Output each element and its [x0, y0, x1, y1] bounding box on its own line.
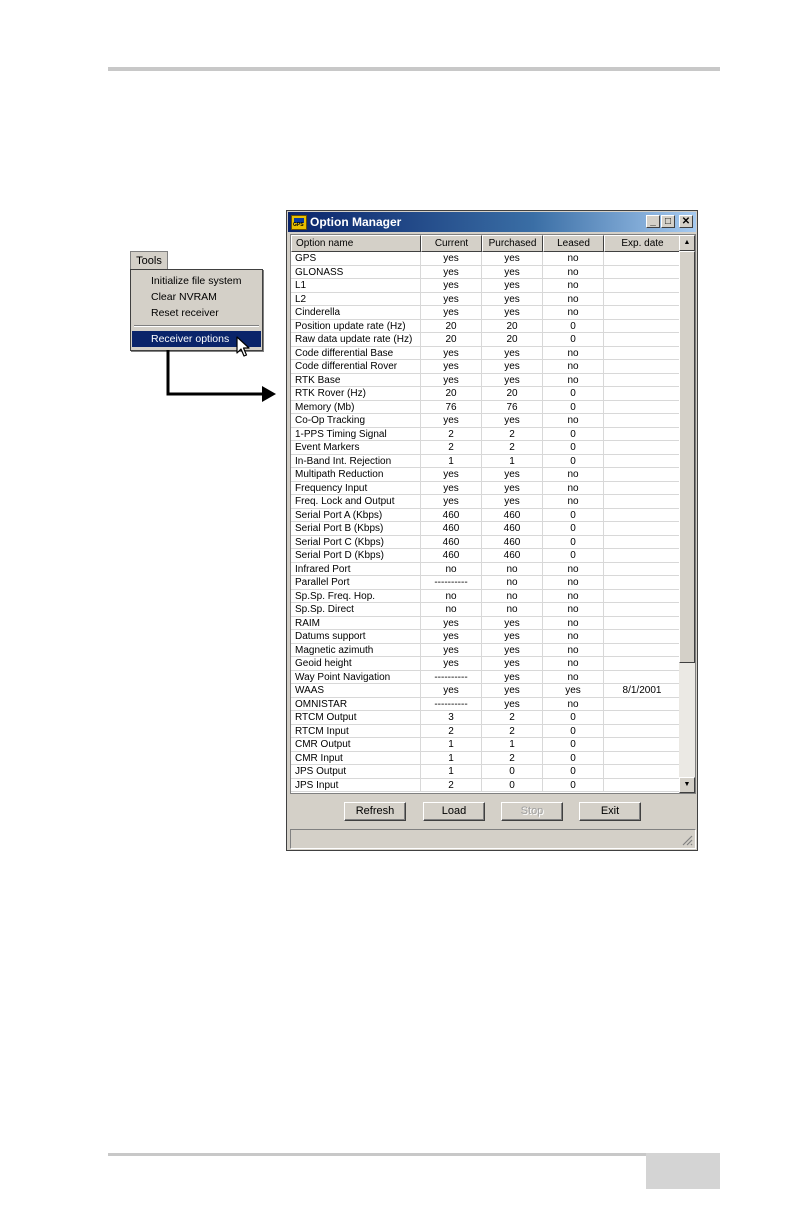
exp-date-cell	[604, 563, 681, 577]
option-name-cell: JPS Output	[291, 765, 421, 779]
table-row[interactable]	[291, 630, 681, 644]
resize-grip-icon[interactable]	[681, 834, 693, 846]
scrollbar-thumb[interactable]	[679, 251, 695, 663]
column-header-purchased[interactable]: Purchased	[482, 235, 543, 252]
exp-date-cell	[604, 698, 681, 712]
purchased-cell: yes	[482, 630, 543, 644]
exp-date-cell	[604, 468, 681, 482]
purchased-cell: yes	[482, 684, 543, 698]
current-cell: 2	[421, 441, 482, 455]
option-name-cell: L2	[291, 293, 421, 307]
purchased-cell: 2	[482, 441, 543, 455]
leased-cell: no	[543, 563, 604, 577]
purchased-cell: yes	[482, 671, 543, 685]
exp-date-cell	[604, 306, 681, 320]
current-cell: no	[421, 590, 482, 604]
option-name-cell: CMR Input	[291, 752, 421, 766]
options-list[interactable]	[290, 234, 696, 794]
table-row[interactable]	[291, 279, 681, 293]
current-cell: 3	[421, 711, 482, 725]
current-cell: 1	[421, 752, 482, 766]
exp-date-cell	[604, 252, 681, 266]
exp-date-cell	[604, 495, 681, 509]
current-cell: 460	[421, 509, 482, 523]
leased-cell: 0	[543, 428, 604, 442]
table-row[interactable]	[291, 590, 681, 604]
exp-date-cell	[604, 603, 681, 617]
option-name-cell: 1-PPS Timing Signal	[291, 428, 421, 442]
option-name-cell: Infrared Port	[291, 563, 421, 577]
option-name-cell: JPS Input	[291, 779, 421, 793]
leased-cell: no	[543, 576, 604, 590]
table-row[interactable]	[291, 657, 681, 671]
purchased-cell: 2	[482, 711, 543, 725]
purchased-cell: 20	[482, 387, 543, 401]
table-row[interactable]	[291, 563, 681, 577]
leased-cell: no	[543, 482, 604, 496]
purchased-cell: yes	[482, 293, 543, 307]
exp-date-cell	[604, 320, 681, 334]
table-row[interactable]	[291, 333, 681, 347]
purchased-cell: no	[482, 603, 543, 617]
table-row[interactable]	[291, 752, 681, 766]
current-cell: ----------	[421, 698, 482, 712]
stop-button[interactable]: Stop	[501, 802, 563, 821]
purchased-cell: 76	[482, 401, 543, 415]
page-number-box	[646, 1153, 720, 1189]
exp-date-cell	[604, 414, 681, 428]
option-name-cell: Way Point Navigation	[291, 671, 421, 685]
option-name-cell: Geoid height	[291, 657, 421, 671]
exp-date-cell	[604, 428, 681, 442]
exp-date-cell	[604, 522, 681, 536]
table-row[interactable]	[291, 441, 681, 455]
purchased-cell: 0	[482, 765, 543, 779]
table-row[interactable]	[291, 360, 681, 374]
purchased-cell: 460	[482, 536, 543, 550]
tools-menu-title[interactable]: Tools	[130, 251, 168, 270]
leased-cell: no	[543, 644, 604, 658]
purchased-cell: no	[482, 576, 543, 590]
current-cell: 1	[421, 455, 482, 469]
table-row[interactable]	[291, 293, 681, 307]
exp-date-cell	[604, 576, 681, 590]
option-name-cell: Serial Port C (Kbps)	[291, 536, 421, 550]
table-row[interactable]	[291, 765, 681, 779]
exit-button[interactable]: Exit	[579, 802, 641, 821]
leased-cell: 0	[543, 779, 604, 793]
table-row[interactable]	[291, 306, 681, 320]
exp-date-cell	[604, 333, 681, 347]
leased-cell: no	[543, 468, 604, 482]
menu-separator	[134, 325, 259, 327]
leased-cell: no	[543, 306, 604, 320]
purchased-cell: 460	[482, 522, 543, 536]
leased-cell: 0	[543, 725, 604, 739]
exp-date-cell	[604, 279, 681, 293]
option-name-cell: Parallel Port	[291, 576, 421, 590]
option-name-cell: OMNISTAR	[291, 698, 421, 712]
leased-cell: no	[543, 657, 604, 671]
table-row[interactable]	[291, 455, 681, 469]
leased-cell: no	[543, 630, 604, 644]
scroll-up-icon[interactable]: ▲	[679, 235, 695, 251]
exp-date-cell	[604, 617, 681, 631]
purchased-cell: yes	[482, 306, 543, 320]
leased-cell: 0	[543, 752, 604, 766]
leased-cell: 0	[543, 333, 604, 347]
status-bar	[290, 829, 696, 849]
purchased-cell: yes	[482, 644, 543, 658]
table-rows	[291, 252, 681, 792]
option-name-cell: RTK Rover (Hz)	[291, 387, 421, 401]
table-row[interactable]	[291, 252, 681, 266]
current-cell: 76	[421, 401, 482, 415]
table-row[interactable]	[291, 617, 681, 631]
option-name-cell: Cinderella	[291, 306, 421, 320]
leased-cell: no	[543, 414, 604, 428]
purchased-cell: 460	[482, 509, 543, 523]
column-headers	[291, 235, 681, 252]
table-row[interactable]	[291, 522, 681, 536]
current-cell: yes	[421, 482, 482, 496]
exp-date-cell	[604, 293, 681, 307]
purchased-cell: yes	[482, 657, 543, 671]
purchased-cell: yes	[482, 468, 543, 482]
purchased-cell: yes	[482, 414, 543, 428]
exp-date-cell	[604, 752, 681, 766]
option-name-cell: Code differential Rover	[291, 360, 421, 374]
option-name-cell: Co-Op Tracking	[291, 414, 421, 428]
current-cell: 460	[421, 522, 482, 536]
purchased-cell: no	[482, 590, 543, 604]
option-name-cell: Position update rate (Hz)	[291, 320, 421, 334]
option-name-cell: Magnetic azimuth	[291, 644, 421, 658]
exp-date-cell	[604, 644, 681, 658]
purchased-cell: yes	[482, 360, 543, 374]
purchased-cell: 2	[482, 428, 543, 442]
current-cell: yes	[421, 630, 482, 644]
exp-date-cell	[604, 779, 681, 793]
leased-cell: no	[543, 603, 604, 617]
current-cell: no	[421, 563, 482, 577]
table-row[interactable]	[291, 549, 681, 563]
header-rule	[108, 67, 720, 71]
purchased-cell: yes	[482, 617, 543, 631]
leased-cell: no	[543, 293, 604, 307]
exp-date-cell	[604, 671, 681, 685]
purchased-cell: 20	[482, 333, 543, 347]
current-cell: yes	[421, 617, 482, 631]
purchased-cell: yes	[482, 347, 543, 361]
leased-cell: 0	[543, 387, 604, 401]
connector-arrow-icon	[160, 350, 280, 410]
menu-item-reset-receiver[interactable]: Reset receiver	[151, 307, 219, 319]
current-cell: 2	[421, 725, 482, 739]
leased-cell: 0	[543, 522, 604, 536]
leased-cell: 0	[543, 509, 604, 523]
app-icon: GPS	[291, 215, 307, 230]
exp-date-cell	[604, 347, 681, 361]
table-row[interactable]	[291, 320, 681, 334]
option-name-cell: CMR Output	[291, 738, 421, 752]
current-cell: 20	[421, 387, 482, 401]
leased-cell: yes	[543, 684, 604, 698]
leased-cell: 0	[543, 401, 604, 415]
column-header-exp-date[interactable]: Exp. date	[604, 235, 681, 252]
option-name-cell: Serial Port B (Kbps)	[291, 522, 421, 536]
exp-date-cell	[604, 725, 681, 739]
window-title: Option Manager	[310, 215, 402, 229]
leased-cell: 0	[543, 738, 604, 752]
purchased-cell: yes	[482, 374, 543, 388]
table-row[interactable]	[291, 671, 681, 685]
current-cell: ----------	[421, 671, 482, 685]
leased-cell: no	[543, 374, 604, 388]
leased-cell: no	[543, 617, 604, 631]
exp-date-cell	[604, 482, 681, 496]
table-row[interactable]	[291, 482, 681, 496]
exp-date-cell	[604, 711, 681, 725]
table-row[interactable]	[291, 387, 681, 401]
leased-cell: no	[543, 252, 604, 266]
exp-date-cell	[604, 536, 681, 550]
current-cell: no	[421, 603, 482, 617]
leased-cell: 0	[543, 455, 604, 469]
option-manager-window	[286, 210, 698, 851]
current-cell: 1	[421, 765, 482, 779]
exp-date-cell	[604, 765, 681, 779]
minimize-button[interactable]: _	[646, 215, 660, 228]
current-cell: 2	[421, 428, 482, 442]
option-name-cell: Serial Port D (Kbps)	[291, 549, 421, 563]
purchased-cell: 2	[482, 752, 543, 766]
current-cell: 2	[421, 779, 482, 793]
table-row[interactable]	[291, 266, 681, 280]
exp-date-cell	[604, 374, 681, 388]
leased-cell: no	[543, 360, 604, 374]
title-bar[interactable]	[288, 212, 696, 232]
table-row[interactable]	[291, 536, 681, 550]
current-cell: 460	[421, 549, 482, 563]
purchased-cell: 0	[482, 779, 543, 793]
exp-date-cell	[604, 549, 681, 563]
exp-date-cell	[604, 455, 681, 469]
exp-date-cell	[604, 590, 681, 604]
option-name-cell: Sp.Sp. Freq. Hop.	[291, 590, 421, 604]
table-row[interactable]	[291, 644, 681, 658]
option-name-cell: RTCM Output	[291, 711, 421, 725]
table-row[interactable]	[291, 374, 681, 388]
purchased-cell: yes	[482, 279, 543, 293]
leased-cell: 0	[543, 320, 604, 334]
column-header-option-name[interactable]: Option name	[291, 235, 421, 252]
leased-cell: no	[543, 266, 604, 280]
option-name-cell: Freq. Lock and Output	[291, 495, 421, 509]
current-cell: 1	[421, 738, 482, 752]
exp-date-cell	[604, 266, 681, 280]
exp-date-cell	[604, 441, 681, 455]
current-cell: ----------	[421, 576, 482, 590]
current-cell: yes	[421, 644, 482, 658]
exp-date-cell	[604, 509, 681, 523]
exp-date-cell	[604, 630, 681, 644]
leased-cell: no	[543, 495, 604, 509]
table-row[interactable]	[291, 414, 681, 428]
table-row[interactable]	[291, 698, 681, 712]
footer-rule	[108, 1153, 720, 1156]
table-row[interactable]	[291, 428, 681, 442]
leased-cell: no	[543, 590, 604, 604]
leased-cell: no	[543, 671, 604, 685]
option-name-cell: RAIM	[291, 617, 421, 631]
purchased-cell: yes	[482, 252, 543, 266]
current-cell: yes	[421, 279, 482, 293]
leased-cell: no	[543, 698, 604, 712]
table-row[interactable]	[291, 401, 681, 415]
table-row[interactable]	[291, 495, 681, 509]
option-name-cell: Event Markers	[291, 441, 421, 455]
current-cell: yes	[421, 684, 482, 698]
menu-item-initialize-file-system[interactable]: Initialize file system	[151, 275, 242, 287]
option-name-cell: GPS	[291, 252, 421, 266]
table-row[interactable]	[291, 509, 681, 523]
purchased-cell: 2	[482, 725, 543, 739]
purchased-cell: yes	[482, 495, 543, 509]
leased-cell: 0	[543, 711, 604, 725]
column-header-leased[interactable]: Leased	[543, 235, 604, 252]
maximize-button[interactable]: □	[661, 215, 675, 228]
exp-date-cell	[604, 360, 681, 374]
current-cell: 460	[421, 536, 482, 550]
option-name-cell: Code differential Base	[291, 347, 421, 361]
purchased-cell: 1	[482, 738, 543, 752]
leased-cell: no	[543, 347, 604, 361]
exp-date-cell: 8/1/2001	[604, 684, 681, 698]
table-row[interactable]	[291, 684, 681, 698]
purchased-cell: yes	[482, 266, 543, 280]
table-row[interactable]	[291, 576, 681, 590]
leased-cell: 0	[543, 441, 604, 455]
table-row[interactable]	[291, 779, 681, 793]
table-row[interactable]	[291, 468, 681, 482]
menu-item-clear-nvram[interactable]: Clear NVRAM	[151, 291, 217, 303]
purchased-cell: no	[482, 563, 543, 577]
table-row[interactable]	[291, 347, 681, 361]
current-cell: yes	[421, 360, 482, 374]
current-cell: yes	[421, 347, 482, 361]
option-name-cell: Memory (Mb)	[291, 401, 421, 415]
exp-date-cell	[604, 387, 681, 401]
leased-cell: 0	[543, 765, 604, 779]
current-cell: yes	[421, 293, 482, 307]
option-name-cell: L1	[291, 279, 421, 293]
current-cell: yes	[421, 657, 482, 671]
option-name-cell: Raw data update rate (Hz)	[291, 333, 421, 347]
close-button[interactable]: ✕	[679, 215, 693, 228]
current-cell: yes	[421, 306, 482, 320]
refresh-button[interactable]: Refresh	[344, 802, 406, 821]
option-name-cell: Serial Port A (Kbps)	[291, 509, 421, 523]
column-header-current[interactable]: Current	[421, 235, 482, 252]
current-cell: yes	[421, 414, 482, 428]
option-name-cell: WAAS	[291, 684, 421, 698]
option-name-cell: Sp.Sp. Direct	[291, 603, 421, 617]
option-name-cell: RTCM Input	[291, 725, 421, 739]
load-button[interactable]: Load	[423, 802, 485, 821]
current-cell: yes	[421, 468, 482, 482]
scroll-down-icon[interactable]: ▼	[679, 777, 695, 793]
current-cell: yes	[421, 252, 482, 266]
purchased-cell: yes	[482, 698, 543, 712]
leased-cell: no	[543, 279, 604, 293]
menu-item-receiver-options[interactable]: Receiver options	[132, 331, 261, 347]
purchased-cell: yes	[482, 482, 543, 496]
purchased-cell: 1	[482, 455, 543, 469]
table-row[interactable]	[291, 725, 681, 739]
purchased-cell: 460	[482, 549, 543, 563]
table-row[interactable]	[291, 711, 681, 725]
exp-date-cell	[604, 401, 681, 415]
exp-date-cell	[604, 738, 681, 752]
current-cell: yes	[421, 374, 482, 388]
option-name-cell: Datums support	[291, 630, 421, 644]
table-row[interactable]	[291, 603, 681, 617]
leased-cell: 0	[543, 549, 604, 563]
option-name-cell: Multipath Reduction	[291, 468, 421, 482]
current-cell: 20	[421, 333, 482, 347]
exp-date-cell	[604, 657, 681, 671]
vertical-scrollbar[interactable]	[679, 235, 695, 793]
current-cell: yes	[421, 266, 482, 280]
option-name-cell: RTK Base	[291, 374, 421, 388]
option-name-cell: In-Band Int. Rejection	[291, 455, 421, 469]
table-row[interactable]	[291, 738, 681, 752]
current-cell: yes	[421, 495, 482, 509]
leased-cell: 0	[543, 536, 604, 550]
option-name-cell: Frequency Input	[291, 482, 421, 496]
current-cell: 20	[421, 320, 482, 334]
purchased-cell: 20	[482, 320, 543, 334]
option-name-cell: GLONASS	[291, 266, 421, 280]
